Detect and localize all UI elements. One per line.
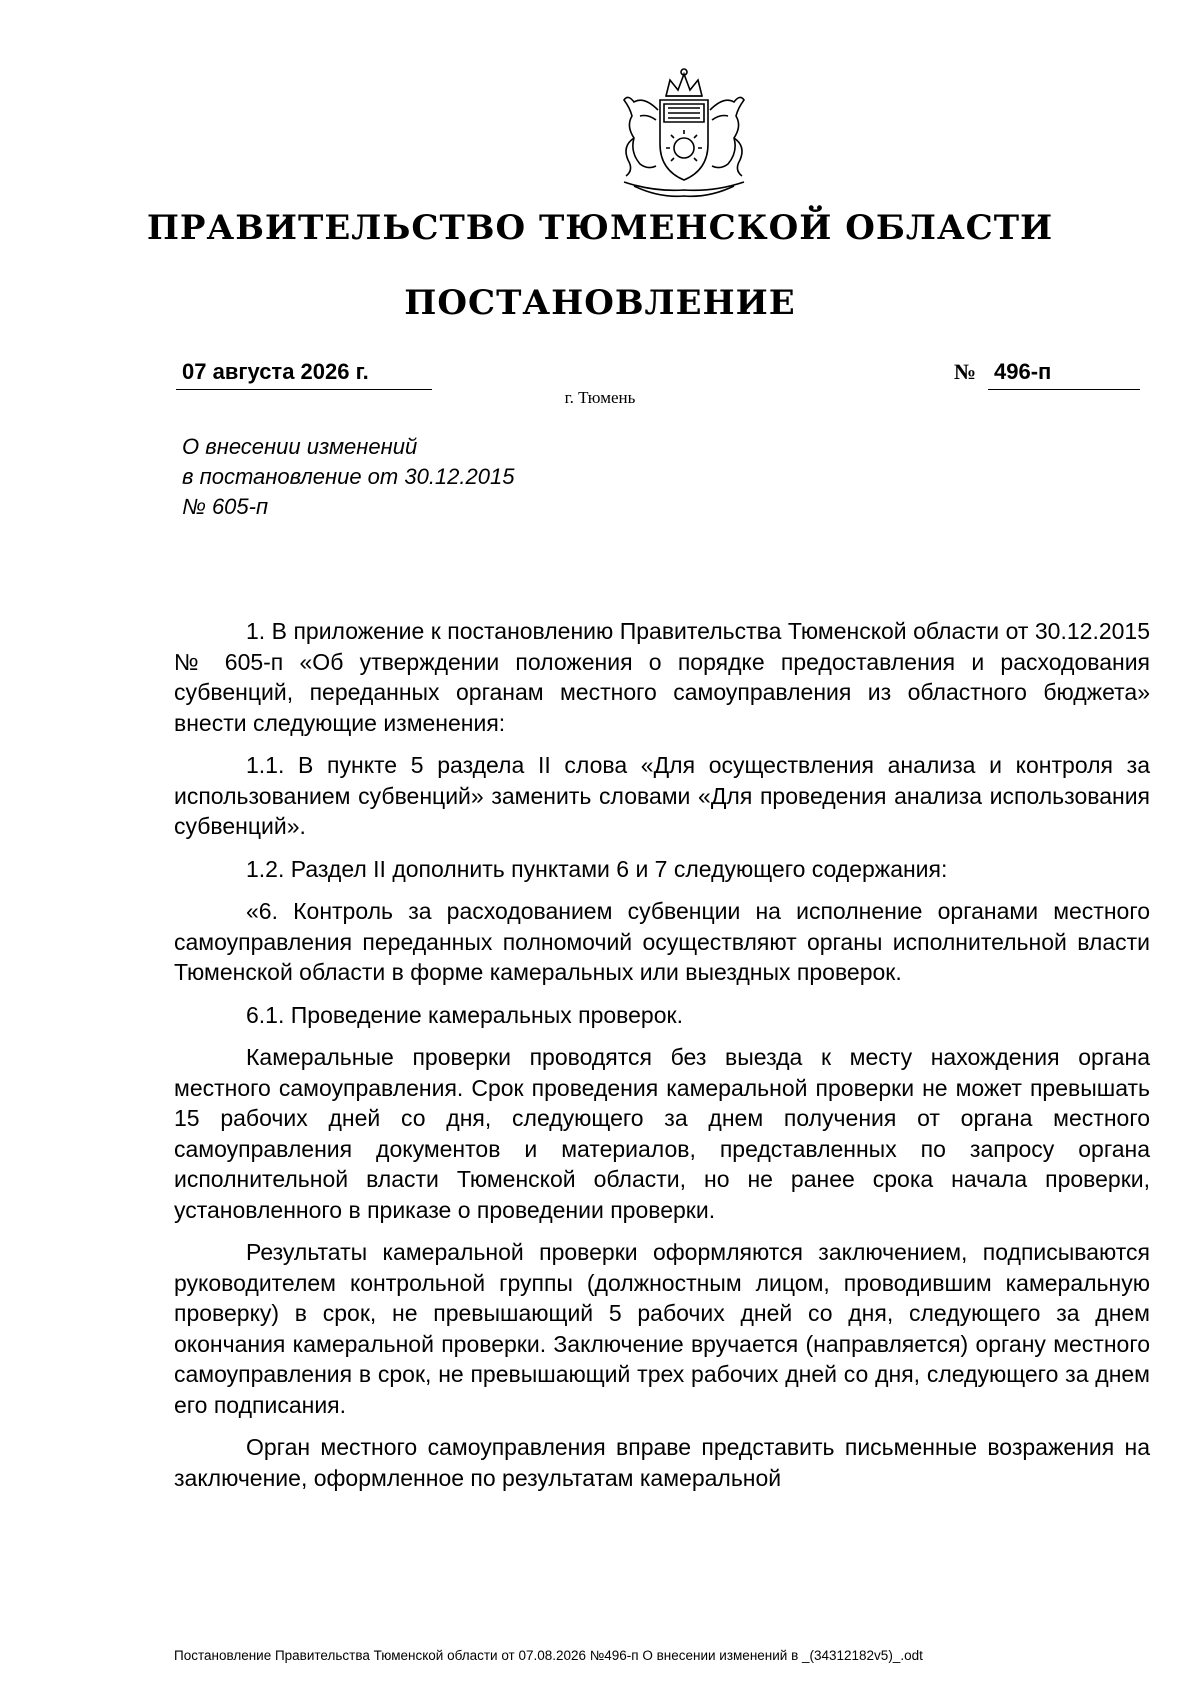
organization-title: ПРАВИТЕЛЬСТВО ТЮМЕНСКОЙ ОБЛАСТИ [146,208,1054,248]
body-paragraph: 1.2. Раздел II дополнить пунктами 6 и 7 следующего содержания: [246,855,948,882]
body-paragraph: Камеральные проверки проводятся без выезда к месту нахождения органа местного самоуправления. Срок проведения камеральной проверки не может превышать 15 рабочих дней со дня, следующего за днем получения от органа местного самоуправления документов и материалов, представленных по запросу органа исполнительной власти Тюменской области, но не ранее срока начала проверки, установленного в приказе о проведении проверки. [174,1044,1150,1223]
document-subject [182,432,514,522]
body-paragraph: 6.1. Проведение камеральных проверок. [246,1001,683,1028]
subject-line: № 605-п [182,494,269,519]
city-name: г. Тюмень [564,388,636,407]
document-type-title: ПОСТАНОВЛЕНИЕ [404,283,796,323]
coat-of-arms-emblem [604,66,764,202]
body-paragraph: 1.1. В пункте 5 раздела II слова «Для осуществления анализа и контроля за использованием субвенций» заменить словами «Для проведения анализа использования субвенций». [174,752,1150,839]
document-date: 07 августа 2026 г. [176,359,432,390]
number-label: № [954,359,977,384]
body-paragraph: 1. В приложение к постановлению Правительства Тюменской области от 30.12.2015 № 605-п «Об утверждении положения о порядке предоставления и расходования субвенций, переданных органам местного самоуправления из областного бюджета» внести следующие изменения: [174,618,1150,736]
document-body [174,616,1150,1505]
document-number: 496-п [988,359,1140,390]
body-paragraph: «6. Контроль за расходованием субвенции на исполнение органами местного самоуправления переданных полномочий осуществляют органы исполнительной власти Тюменской области в форме камеральных или выездных проверок. [174,898,1150,985]
body-paragraph: Результаты камеральной проверки оформляются заключением, подписываются руководителем контрольной группы (должностным лицом, проводившим камеральную проверку) в срок, не превышающий 5 рабочих дней со дня, следующего за днем окончания камеральной проверки. Заключение вручается (направляется) органу местного самоуправления в срок, не превышающий трех рабочих дней со дня, следующего за днем его подписания. [174,1239,1150,1418]
subject-line: О внесении изменений [182,434,418,459]
body-paragraph: Орган местного самоуправления вправе представить письменные возражения на заключение, оформленное по результатам камеральной [174,1434,1150,1491]
page-footer: Постановление Правительства Тюменской области от 07.08.2026 №496-п О внесении изменений в _(34312182v5)_.odt [174,1648,923,1663]
subject-line: в постановление от 30.12.2015 [182,464,515,489]
